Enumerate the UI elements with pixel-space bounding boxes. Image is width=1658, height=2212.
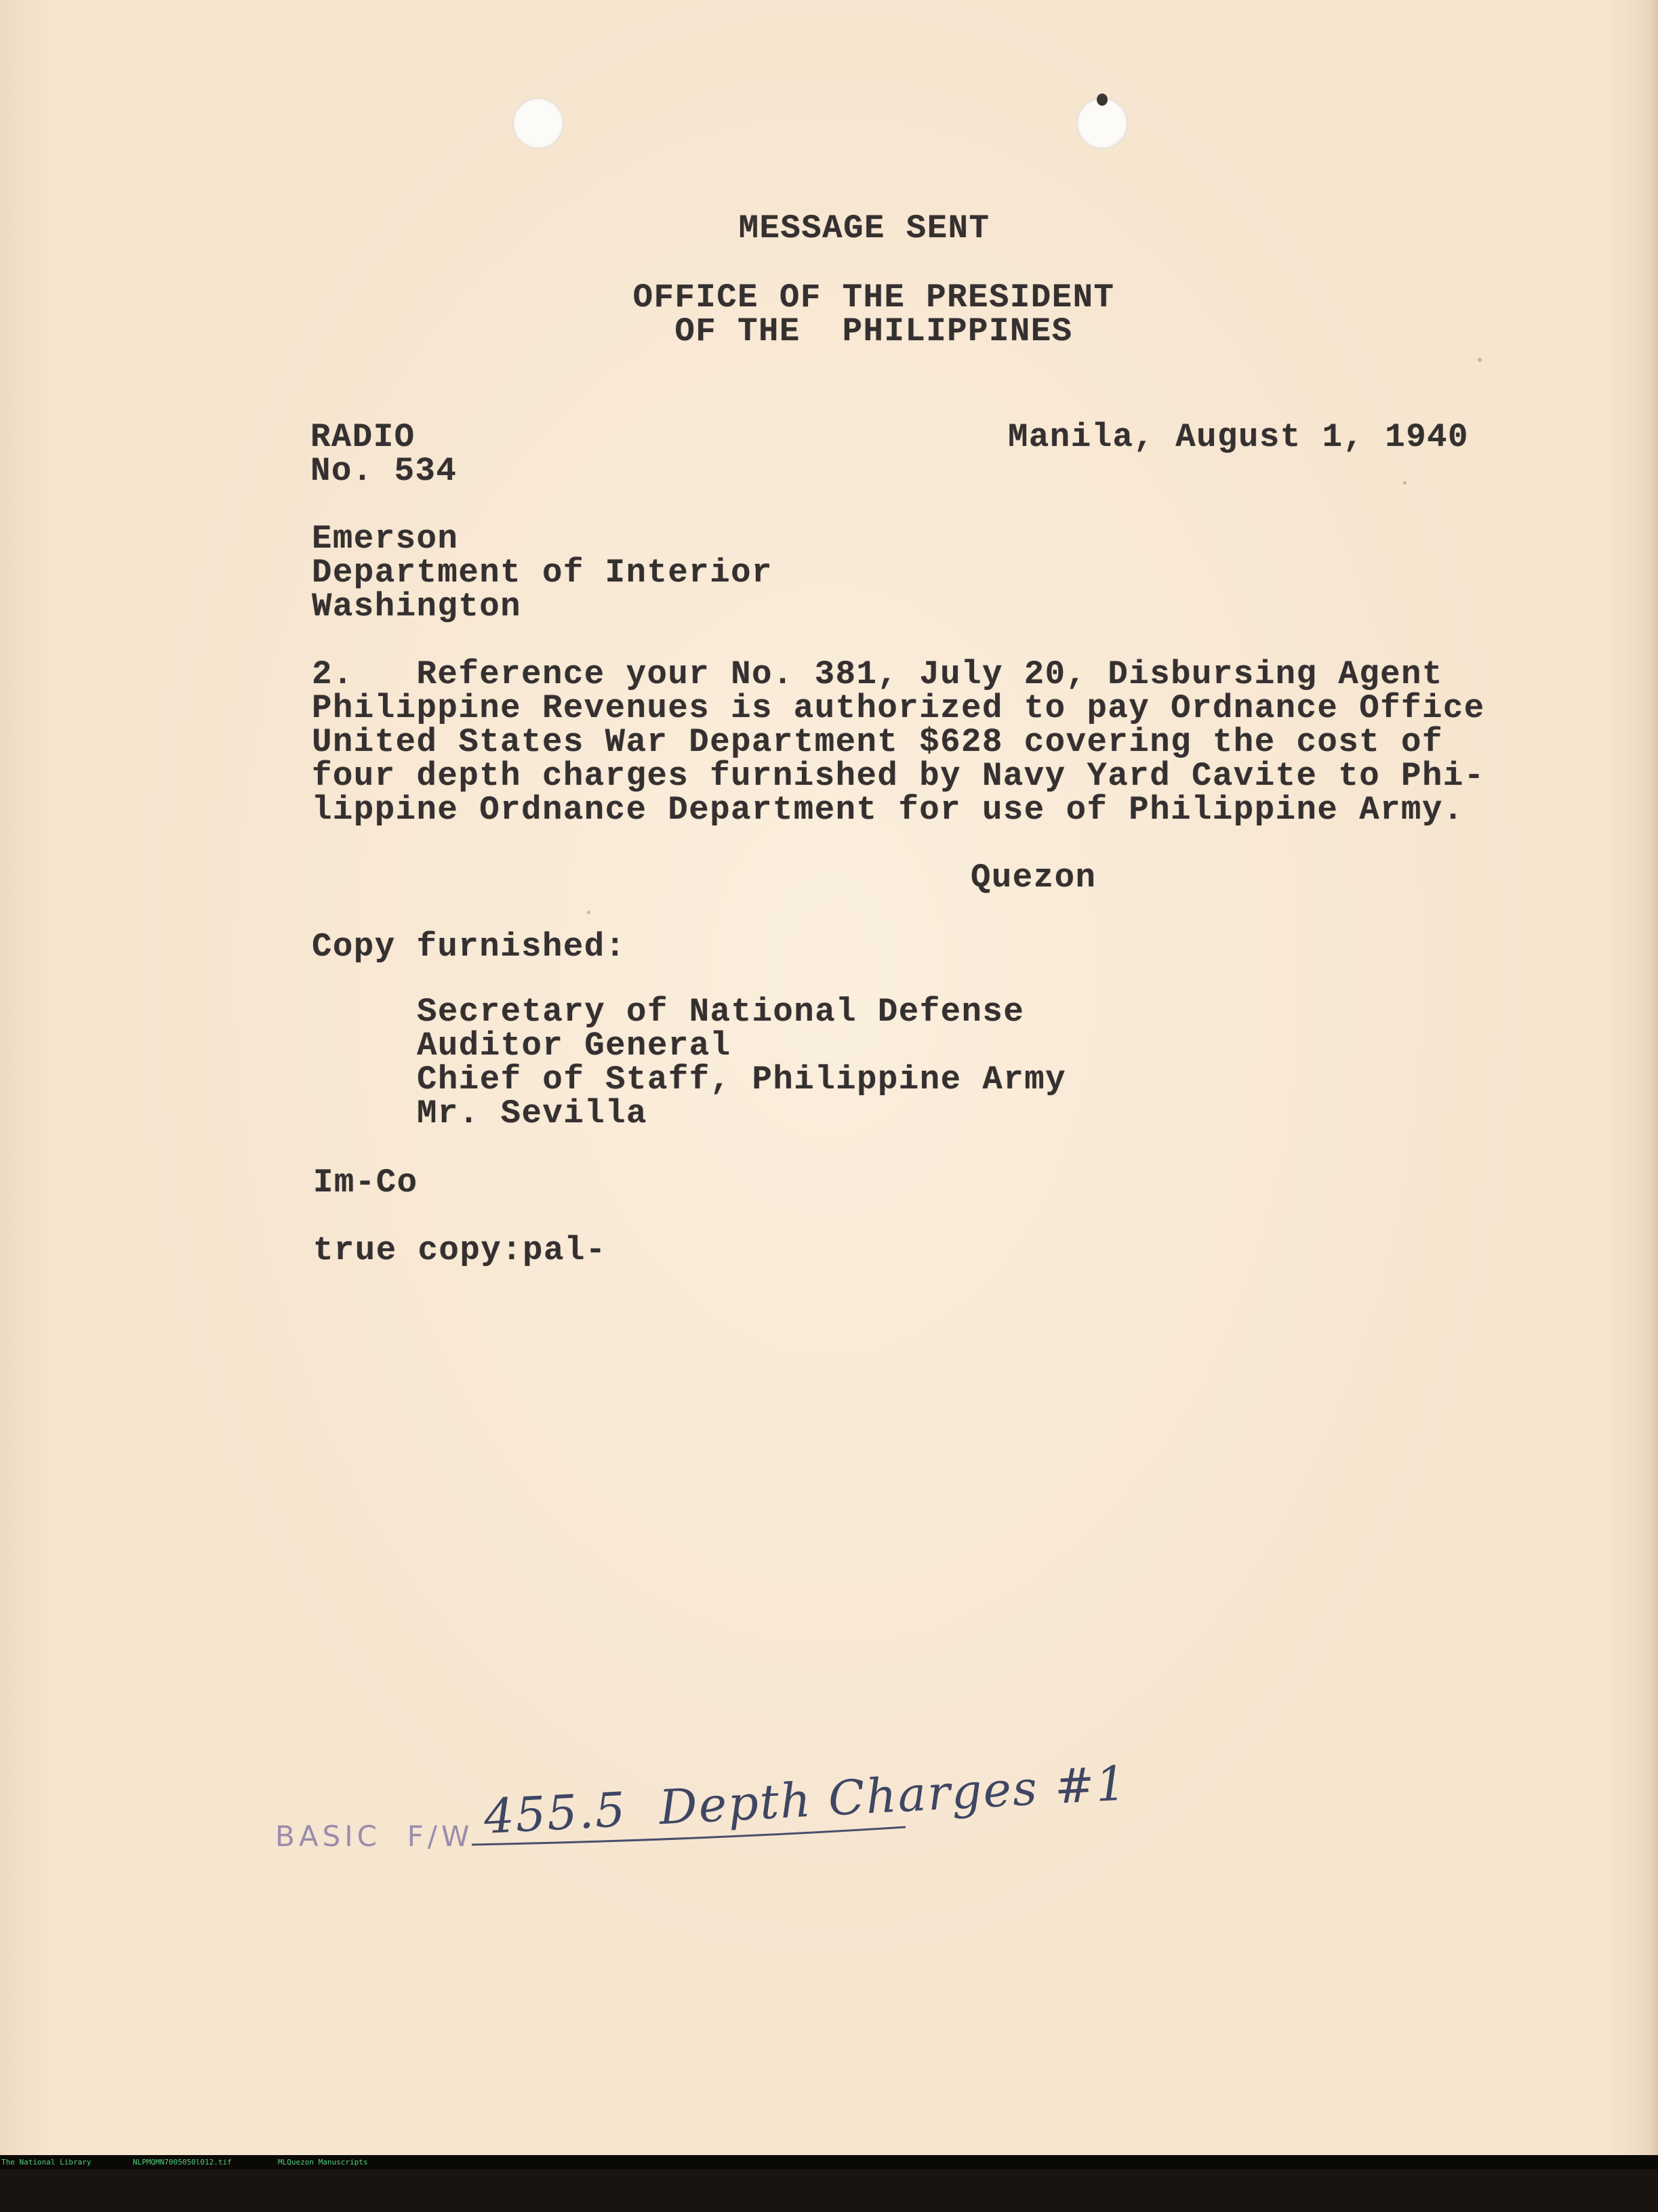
punch-hole-right: [1076, 98, 1128, 149]
file-stamp: BASIC F/W: [275, 1820, 474, 1853]
addressee-city: Washington: [312, 588, 522, 626]
office-heading-line1: OFFICE OF THE PRESIDENT: [632, 279, 1115, 316]
signature: Quezon: [971, 859, 1097, 897]
message-body: 2. Reference your No. 381, July 20, Disbursing Agent Philippine Revenues is authorized to pay Ordnance Office United States War Department $628 covering the cost of four depth charges furnished by Navy Yard Cavite to Phi- lippine Ordnance Department for use of Philippine Army.: [312, 655, 1485, 829]
archive-footer: [0, 2155, 1658, 2169]
copy-recipients-list: Secretary of National Defense Auditor General Chief of Staff, Philippine Army Mr. Sevilla: [417, 993, 1067, 1132]
radio-number: No. 534: [310, 452, 458, 490]
footer-library: The National Library: [1, 2158, 92, 2167]
footer-file-name: NLPMQMN7005050l012.tif: [133, 2158, 232, 2167]
addressee-name: Emerson: [312, 520, 459, 558]
paper-speck: [1478, 358, 1482, 362]
paper-speck: [587, 911, 590, 914]
message-sent-heading: MESSAGE SENT: [738, 209, 990, 247]
addressee-department: Department of Interior: [312, 554, 773, 592]
handwritten-file-note: 455.5 Depth Charges #1: [482, 1755, 1129, 1845]
true-copy-note: true copy:pal-: [313, 1231, 607, 1269]
copy-furnished-label: Copy furnished:: [312, 928, 626, 966]
radio-label: RADIO: [310, 418, 416, 456]
paper-speck: [1403, 481, 1407, 485]
dateline: Manila, August 1, 1940: [1008, 418, 1469, 456]
punch-hole-left: [512, 98, 564, 149]
footer-collection: MLQuezon Manuscripts: [278, 2158, 368, 2167]
office-heading-line2: OF THE PHILIPPINES: [674, 312, 1073, 350]
typist-initials: Im-Co: [313, 1164, 418, 1202]
